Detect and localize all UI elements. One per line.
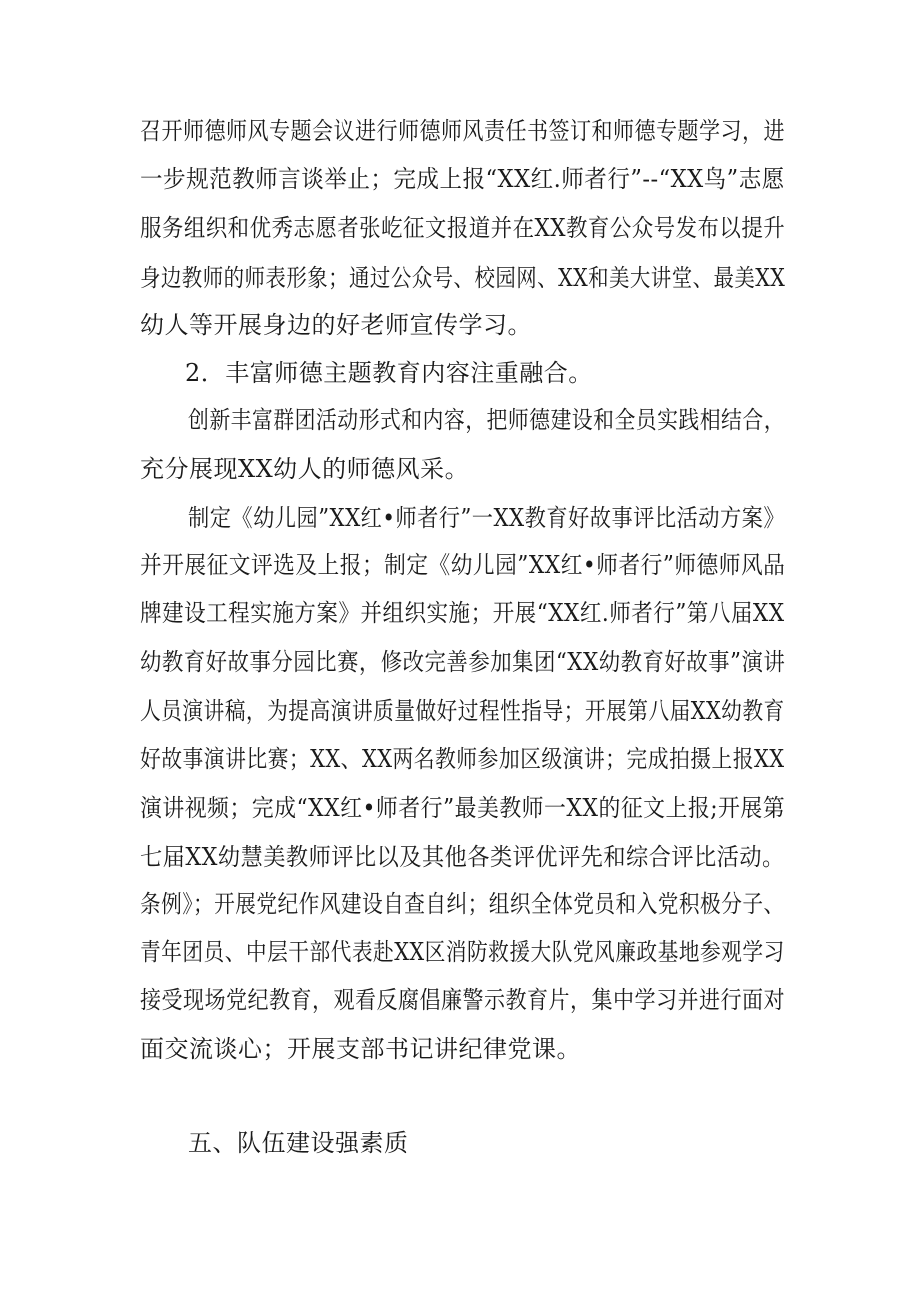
section-heading: 2．丰富师德主题教育内容注重融合。 bbox=[185, 359, 593, 387]
text-line: 面交流谈心；开展支部书记讲纪律党课。 bbox=[140, 1035, 581, 1063]
text-line: 演讲视频；完成“XX红•师者行”最美教师一XX的征文上报;开展第 bbox=[140, 794, 786, 822]
text-line: 条例》；开展党纪作风建设自查自纠；组织全体党员和入党积极分子、 bbox=[140, 890, 785, 918]
text-line: 制定《幼儿园”XX红•师者行”一XX教育好故事评比活动方案》 bbox=[188, 504, 786, 532]
text-line: 青年团员、中层干部代表赴XX区消防救援大队党风廉政基地参观学习 bbox=[140, 938, 785, 966]
text-line: 并开展征文评选及上报；制定《幼儿园”XX红•师者行”师德师风品 bbox=[140, 551, 786, 579]
text-line: 充分展现XX幼人的师德风采。 bbox=[140, 455, 470, 483]
text-line: 服务组织和优秀志愿者张屹征文报道并在XX教育公众号发布以提升 bbox=[140, 214, 786, 242]
section-heading: 五、队伍建设强素质 bbox=[188, 1129, 409, 1157]
text-line: 幼教育好故事分园比赛，修改完善参加集团“XX幼教育好故事”演讲 bbox=[140, 648, 786, 676]
text-line: 幼人等开展身边的好老师宣传学习。 bbox=[140, 311, 532, 339]
text-line: 好故事演讲比赛；XX、XX两名教师参加区级演讲；完成拍摄上报XX bbox=[140, 745, 785, 773]
text-line: 一步规范教师言谈举止；完成上报“XX红.师者行”--“XX鸟”志愿 bbox=[140, 165, 785, 193]
text-line: 接受现场党纪教育，观看反腐倡廉警示教育片，集中学习并进行面对 bbox=[140, 986, 786, 1014]
text-line: 身边教师的师表形象；通过公众号、校园网、XX和美大讲堂、最美XX bbox=[140, 264, 786, 292]
text-line: 七届XX幼慧美教师评比以及其他各类评优评先和综合评比活动。 bbox=[140, 843, 785, 871]
text-line: 创新丰富群团活动形式和内容，把师德建设和全员实践相结合， bbox=[188, 406, 786, 434]
text-line: 人员演讲稿，为提高演讲质量做好过程性指导；开展第八届XX幼教育 bbox=[140, 697, 785, 725]
text-line: 召开师德师风专题会议进行师德师风责任书签订和师德专题学习，进 bbox=[140, 117, 786, 145]
text-line: 牌建设工程实施方案》并组织实施；开展“XX红.师者行”第八届XX bbox=[140, 599, 785, 627]
